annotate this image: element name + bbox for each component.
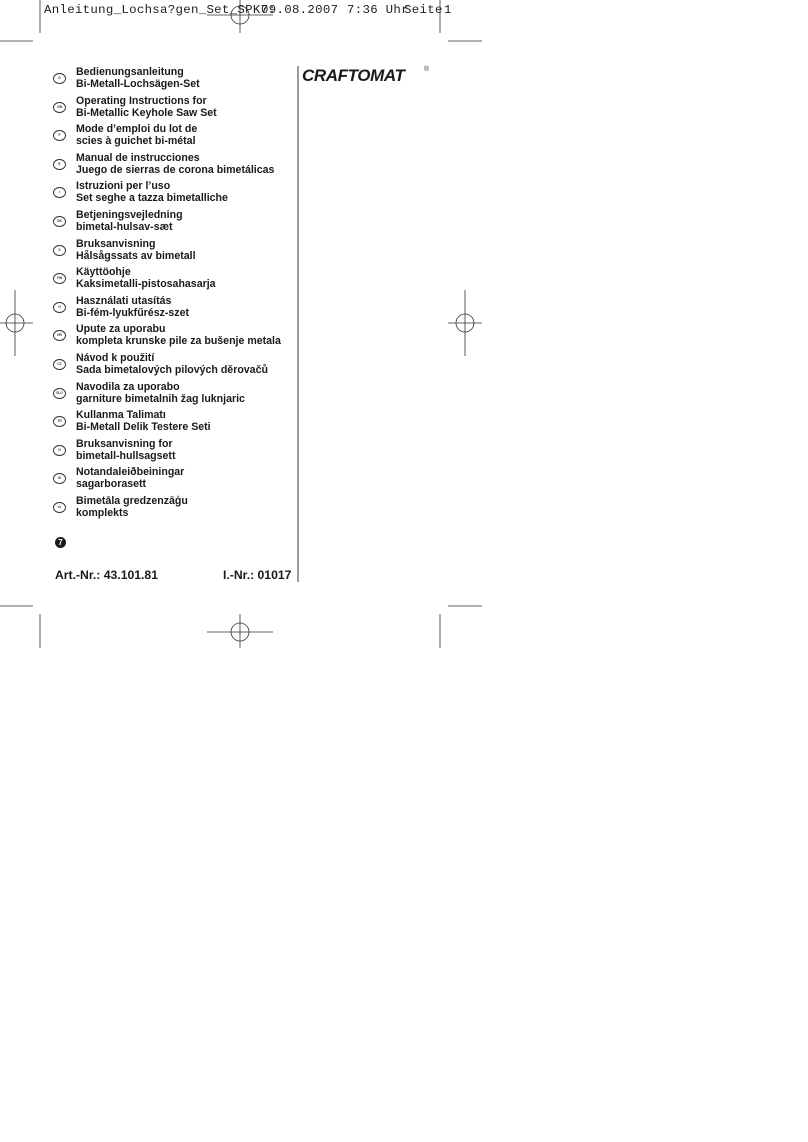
language-badge: GB	[53, 102, 66, 113]
title-line2: Set seghe a tazza bimetalliche	[76, 192, 228, 205]
language-badge: H	[53, 302, 66, 313]
registered-mark: ®	[424, 66, 430, 73]
title-line1: Bruksanvisning for	[76, 437, 173, 450]
registration-mark-left	[0, 290, 33, 356]
language-badge: F	[53, 130, 66, 141]
language-title	[76, 123, 197, 147]
registration-mark-top	[207, 0, 273, 33]
print-header-file: Anleitung_Lochsa?gen_Set_SPK7:	[44, 3, 277, 17]
language-badge: LV	[53, 502, 66, 513]
print-header-page-label: Seite	[404, 3, 443, 17]
language-badge: IS	[53, 473, 66, 484]
registration-mark-bottom	[207, 614, 273, 648]
language-badge: SLO	[53, 388, 66, 399]
language-badge: DK	[53, 216, 66, 227]
title-line2: kompleta krunske pile za bušenje metala	[76, 335, 281, 348]
language-title	[76, 409, 211, 433]
language-badge: FIN	[53, 273, 66, 284]
title-line2: Juego de sierras de corona bimetálicas	[76, 163, 275, 176]
language-title	[76, 180, 228, 204]
title-line2: Bi-Metallic Keyhole Saw Set	[76, 106, 217, 119]
registration-mark-right	[448, 290, 482, 356]
title-line1: Istruzioni per l’uso	[76, 180, 171, 193]
list-item	[52, 95, 300, 124]
title-line2: sagarborasett	[76, 478, 147, 491]
language-title	[76, 495, 188, 519]
title-line2: scies à guichet bi-métal	[76, 135, 196, 148]
title-line1: Bimetāla gredzenzāģu	[76, 494, 188, 507]
title-line2: Bi-fém-lyukfűrész-szet	[76, 306, 190, 319]
list-item	[52, 438, 300, 467]
language-badge: E	[53, 159, 66, 170]
title-line1: Upute za uporabu	[76, 323, 166, 336]
title-line1: Käyttöohje	[76, 266, 131, 279]
list-item	[52, 295, 300, 324]
language-title	[76, 266, 216, 290]
list-item	[52, 66, 300, 95]
title-line2: komplekts	[76, 506, 129, 519]
language-title	[76, 381, 245, 405]
title-line2: Bi-Metall-Lochsägen-Set	[76, 78, 200, 90]
article-number: Art.-Nr.: 43.101.81	[55, 568, 158, 582]
list-item	[52, 209, 300, 238]
title-line2: garniture bimetalnih žag luknjaric	[76, 392, 245, 405]
language-badge: S	[53, 245, 66, 256]
list-item	[52, 123, 300, 152]
list-item	[52, 180, 300, 209]
list-item	[52, 266, 300, 295]
language-title	[76, 209, 183, 233]
language-title	[76, 152, 274, 176]
language-title	[76, 95, 217, 119]
language-badge: D	[53, 73, 66, 84]
title-line2: Kaksimetalli-pistosahasarja	[76, 278, 216, 291]
list-item	[52, 381, 300, 410]
language-title	[76, 295, 189, 319]
language-badge: CZ	[53, 359, 66, 370]
title-line1: Használati utasítás	[76, 294, 172, 307]
title-line1: Navodila za uporabo	[76, 380, 180, 393]
list-item	[52, 352, 300, 381]
title-line1: Bruksanvisning	[76, 237, 156, 250]
list-item	[52, 238, 300, 267]
craftomat-logo	[302, 66, 430, 84]
language-badge: TR	[53, 416, 66, 427]
print-header-page-number: 1	[444, 3, 452, 17]
volume-badge: 7	[55, 537, 66, 548]
language-title	[76, 238, 196, 262]
title-line2: bimetall-hullsagsett	[76, 449, 176, 462]
title-line2: Bi-Metall Delik Testere Seti	[76, 421, 211, 434]
language-title	[76, 66, 200, 90]
print-header-date: 09.08.2007	[261, 3, 339, 17]
title-line1: Mode d’emploi du lot de	[76, 123, 198, 136]
language-badge: N	[53, 445, 66, 456]
title-line1: Bedienungsanleitung	[76, 66, 184, 78]
language-title	[76, 323, 281, 347]
print-header-time: 7:36 Uhr	[347, 3, 409, 17]
list-item	[52, 323, 300, 352]
title-line1: Manual de instrucciones	[76, 151, 200, 164]
list-item	[52, 466, 300, 495]
language-title	[76, 438, 175, 462]
title-line2: Sada bimetalových pilových děrovačů	[76, 363, 268, 376]
title-line1: Kullanma Talimatı	[76, 409, 166, 422]
list-item	[52, 495, 300, 524]
title-line1: Betjeningsvejledning	[76, 208, 183, 221]
language-title	[76, 466, 184, 490]
title-line1: Notandaleiðbeiningar	[76, 466, 185, 479]
language-list	[52, 66, 300, 524]
title-line2: Hålsågssats av bimetall	[76, 249, 196, 262]
list-item	[52, 152, 300, 181]
language-badge: I	[53, 187, 66, 198]
identification-number: I.-Nr.: 01017	[223, 568, 292, 582]
title-line1: Operating Instructions for	[76, 94, 207, 107]
language-title	[76, 352, 268, 376]
language-badge: HR	[53, 330, 66, 341]
logo-text: CRAFTOMAT	[302, 66, 405, 85]
title-line1: Návod k použití	[76, 351, 155, 364]
list-item	[52, 409, 300, 438]
title-line2: bimetal-hulsav-sæt	[76, 220, 173, 233]
